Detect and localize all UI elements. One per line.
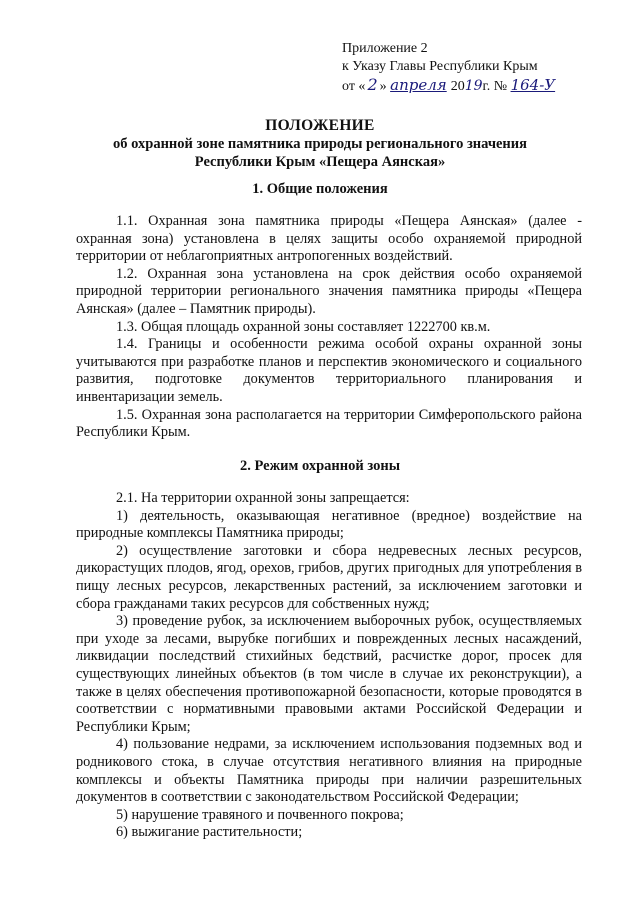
handwritten-month: апреля bbox=[390, 76, 447, 94]
handwritten-doc-number: 164-У bbox=[510, 76, 556, 94]
appendix-block bbox=[342, 40, 555, 96]
handwritten-day: 2 bbox=[367, 75, 378, 94]
appendix-line-1: Приложение 2 bbox=[342, 41, 428, 56]
document-subtitle-2: Республики Крым «Пещера Аянская» bbox=[194, 154, 446, 170]
list-item: 5) нарушение травяного и почвенного покрова; bbox=[116, 806, 404, 823]
list-item: 4) пользование недрами, за исключением использования подземных вод и родникового стока, в случае отсутствия негативного влияния на природные комплексы и объекты Памятника природы при наличии разрешительных документов в соответствии с законодательством Российской Федерации; bbox=[76, 736, 582, 806]
section-1-heading: 1. Общие положения bbox=[252, 181, 388, 197]
date-year-prefix: 20 bbox=[450, 79, 465, 94]
paragraph-1-4: 1.4. Границы и особенности режима особой охраны охранной зоны учитываются при разработке планов и перспектив экономического и социального развития, подготовке документов территориального планирования и инвентаризации земель. bbox=[76, 336, 582, 405]
paragraph-1-5: 1.5. Охранная зона располагается на территории Симферопольского района Республики Крым. bbox=[76, 406, 582, 441]
handwritten-year: 19 bbox=[464, 78, 483, 94]
section-1-body bbox=[76, 213, 582, 442]
date-mid: » bbox=[379, 79, 387, 94]
section-2-heading: 2. Режим охранной зоны bbox=[239, 458, 401, 474]
appendix-date-line bbox=[342, 76, 555, 96]
list-item: 6) выжигание растительности; bbox=[116, 824, 303, 841]
document-subtitle-1: об охранной зоне памятника природы регионального значения bbox=[113, 136, 527, 152]
paragraph-1-3: 1.3. Общая площадь охранной зоны составляет 1222700 кв.м. bbox=[116, 318, 491, 335]
paragraph-1-2: 1.2. Охранная зона установлена на срок действия особо охраняемой природной территории регионального значения памятника природы «Пещера Аянская» (далее – Памятник природы). bbox=[76, 265, 582, 317]
date-prefix: от « bbox=[342, 79, 366, 94]
list-item: 3) проведение рубок, за исключением выборочных рубок, осуществляемых при уходе за лесами, вырубке погибших и поврежденных лесных насаждений, ликвидации последствий стихийных бедствий, расчистке дорог, просек для существующих линейных объектов (в том числе в случае их реконструкции), а также в целях обеспечения противопожарной безопасности, которые проводятся в соответствии с нормативными правовыми актами Российской Федерации и Республики Крым; bbox=[76, 613, 582, 735]
document-title: ПОЛОЖЕНИЕ bbox=[265, 117, 375, 134]
section-2-body bbox=[76, 490, 582, 842]
paragraph-1-1: 1.1. Охранная зона памятника природы «Пещера Аянская» (далее - охранная зона) установлена в целях защиты особо охраняемой природной территории от неблагоприятных антропогенных воздействий. bbox=[76, 213, 582, 265]
list-item: 1) деятельность, оказывающая негативное (вредное) воздействие на природные комплексы Памятника природы; bbox=[76, 507, 582, 542]
paragraph-2-1: 2.1. На территории охранной зоны запрещается: bbox=[116, 490, 410, 506]
date-suffix: г. № bbox=[482, 79, 508, 94]
list-item: 2) осуществление заготовки и сбора недревесных лесных ресурсов, дикорастущих плодов, ягод, орехов, грибов, других пригодных для употребления в пищу лесных ресурсов, лекарственных растений, за исключением заготовки и сбора гражданами таких ресурсов для собственных нужд; bbox=[76, 542, 582, 612]
appendix-line-2: к Указу Главы Республики Крым bbox=[342, 59, 538, 74]
